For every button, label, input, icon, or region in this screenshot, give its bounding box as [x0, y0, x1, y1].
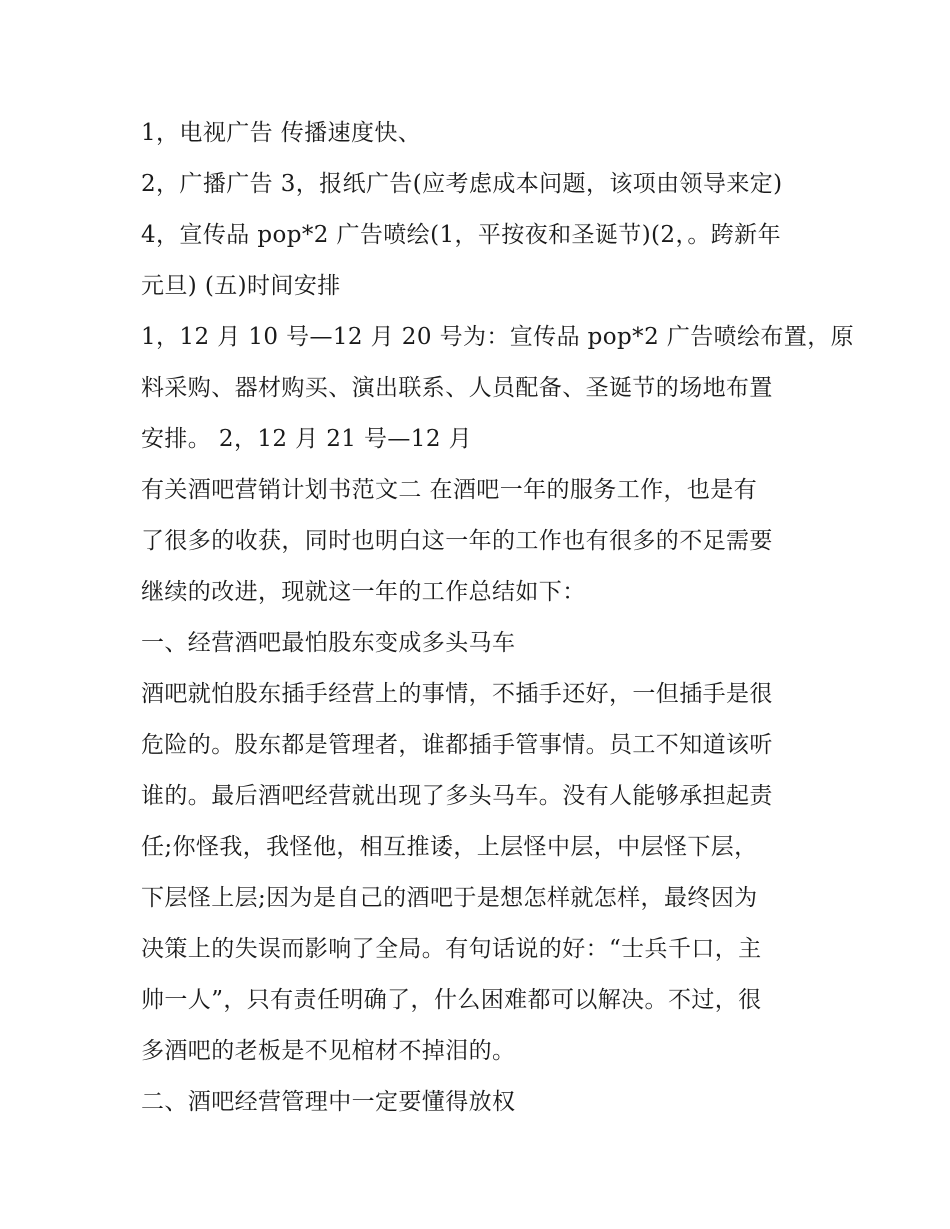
text-line: 料采购、器材购买、演出联系、人员配备、圣诞节的场地布置 [141, 375, 773, 401]
text-line: 4，宣传品 pop*2 广告喷绘(1，平按夜和圣诞节)(2，。跨新年 [141, 222, 781, 248]
text-line: 下层怪上层;因为是自己的酒吧于是想怎样就怎样，最终因为 [141, 885, 758, 911]
text-line: 决策上的失误而影响了全局。有句话说的好：“士兵千口，主 [141, 936, 762, 962]
text-line: 元旦) (五)时间安排 [141, 273, 341, 299]
text-line: 了很多的收获，同时也明白这一年的工作也有很多的不足需要 [141, 528, 773, 554]
text-line: 安排。 2，12 月 21 号—12 月 [141, 426, 472, 452]
text-line: 2，广播广告 3，报纸广告(应考虑成本问题，该项由领导来定) [141, 171, 783, 197]
text-line: 1，电视广告 传播速度快、 [141, 120, 422, 146]
text-line: 多酒吧的老板是不见棺材不掉泪的。 [141, 1038, 516, 1064]
text-line: 继续的改进，现就这一年的工作总结如下： [141, 579, 586, 605]
text-line: 1，12 月 10 号—12 月 20 号为：宣传品 pop*2 广告喷绘布置，原 [141, 324, 855, 350]
text-line: 任;你怪我，我怪他，相互推诿，上层怪中层，中层怪下层， [141, 834, 758, 860]
text-line: 谁的。最后酒吧经营就出现了多头马车。没有人能够承担起责 [141, 783, 773, 809]
text-line: 帅一人”，只有责任明确了，什么困难都可以解决。不过，很 [141, 987, 762, 1013]
text-line: 危险的。股东都是管理者，谁都插手管事情。员工不知道该听 [141, 732, 773, 758]
section-heading: 二、酒吧经营管理中一定要懂得放权 [141, 1089, 516, 1115]
section-heading: 一、经营酒吧最怕股东变成多头马车 [141, 630, 516, 656]
document-body [141, 108, 855, 1128]
text-line: 酒吧就怕股东插手经营上的事情，不插手还好，一但插手是很 [141, 681, 773, 707]
text-line: 有关酒吧营销计划书范文二 在酒吧一年的服务工作，也是有 [141, 477, 758, 503]
